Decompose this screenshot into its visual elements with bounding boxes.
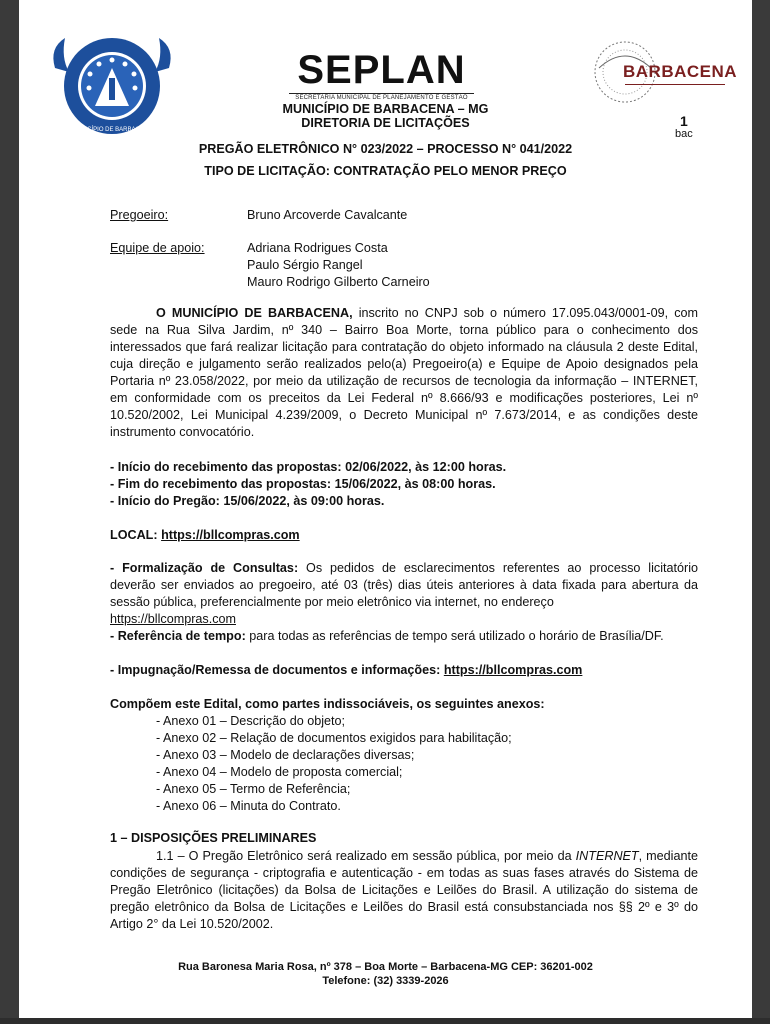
- section1-italic: INTERNET: [575, 849, 639, 863]
- date-line: - Fim do recebimento das propostas: 15/06/2022, às 08:00 horas.: [110, 477, 496, 491]
- section1-start: 1.1 – O Pregão Eletrônico será realizado em sessão pública, por meio da: [156, 849, 576, 863]
- section1-paragraph: [110, 848, 698, 933]
- document-page: [19, 0, 752, 1018]
- referencia-text: para todas as referências de tempo será utilizado o horário de Brasília/DF.: [245, 629, 664, 643]
- title-line-2: TIPO DE LICITAÇÃO: CONTRATAÇÃO PELO MENOR PREÇO: [204, 164, 567, 178]
- seal-ring-text: MUNICÍPIO DE BARBACENA: [71, 127, 153, 133]
- impugnacao-label: - Impugnação/Remessa de documentos e informações:: [110, 663, 444, 677]
- seplan-subtitle: SECRETARIA MUNICIPAL DE PLANEJAMENTO E GESTÃO: [289, 93, 474, 101]
- title-line-1: PREGÃO ELETRÔNICO N° 023/2022 – PROCESSO N° 041/2022: [198, 142, 573, 156]
- dates-block: [110, 459, 710, 510]
- section1-end: , mediante condições de segurança - criptografia e autenticação - em todas as suas fases através do Sistema de Pregão Eletrônico (licitações) da Bolsa de Licitações e Leilões do Brasil. A utilização do sistema de pregão eletrônico da Bolsa de Licitações e Leilões do Brasil está consubstanciada nos §§ 2º e 3º do Artigo 2° da Lei 10.520/2002.: [110, 849, 698, 931]
- header-diretoria: DIRETORIA DE LICITAÇÕES: [301, 116, 470, 130]
- seplan-logo: [289, 48, 474, 101]
- page-number: 1: [680, 113, 688, 129]
- anexo-item: - Anexo 03 – Modelo de declarações diversas;: [156, 748, 415, 762]
- barbacena-logo-underline: [625, 84, 725, 85]
- intro-lead: O MUNICÍPIO DE BARBACENA,: [156, 306, 353, 320]
- date-line: - Início do recebimento das propostas: 02/06/2022, às 12:00 horas.: [110, 460, 507, 474]
- intro-text: inscrito no CNPJ sob o número 17.095.043/0001-09, com sede na Rua Silva Jardim, nº 340 – Bairro Boa Morte, torna público para o conhecimento dos interessados que fará realizar licitação para contratação do objeto informado na cláusula 2 deste Edital, cuja direção e julgamento serão realizados pelo(a) Pregoeiro(a) e Equipe de Apoio designados pela Portaria nº 23.058/2022, por meio da utilização de recursos de tecnologia da informação – INTERNET, em conformidade com os preceitos da Lei Federal nº 8.666/93 e modificações posteriores, Lei nº 10.520/2002, Lei Municipal 4.239/2009, o Decreto Municipal nº 7.673/2014, e as condições deste instrumento convocatório.: [110, 306, 698, 439]
- page-tag: bac: [675, 128, 693, 140]
- section1-heading: 1 – DISPOSIÇÕES PRELIMINARES: [110, 831, 317, 845]
- barbacena-logo: [589, 38, 739, 108]
- anexo-item: - Anexo 01 – Descrição do objeto;: [156, 714, 346, 728]
- anexo-item: - Anexo 02 – Relação de documentos exigidos para habilitação;: [156, 731, 512, 745]
- pregoeiro-name: Bruno Arcoverde Cavalcante: [247, 208, 408, 222]
- formalizacao-text: Os pedidos de esclarecimentos referentes ao processo licitatório deverão ser enviados ao pregoeiro, até 03 (três) dias úteis anteriores à data fixada para abertura da sessão pública, preferencialmente por meio eletrônico via internet, no endereço: [110, 561, 699, 609]
- formalizacao-label: - Formalização de Consultas:: [110, 561, 299, 575]
- equipe-label: Equipe de apoio:: [110, 241, 205, 255]
- anexo-item: - Anexo 05 – Termo de Referência;: [156, 782, 351, 796]
- anexo-item: - Anexo 04 – Modelo de proposta comercial;: [156, 765, 403, 779]
- anexos-block: [110, 696, 710, 815]
- impugnacao-link[interactable]: https://bllcompras.com: [443, 663, 583, 677]
- formalizacao-paragraph: [110, 560, 698, 628]
- staff-block: [110, 207, 710, 291]
- equipe-member: Adriana Rodrigues Costa: [247, 241, 388, 255]
- local-label: LOCAL:: [110, 528, 162, 542]
- local-link[interactable]: https://bllcompras.com: [161, 528, 300, 542]
- impugnacao-line: [110, 662, 582, 679]
- anexos-heading: Compõem este Edital, como partes indissociáveis, os seguintes anexos:: [110, 697, 545, 711]
- header-municipio: MUNICÍPIO DE BARBACENA – MG: [282, 102, 489, 116]
- seplan-title: SEPLAN: [297, 48, 466, 92]
- local-line: [110, 527, 300, 544]
- viewer-bottom-bar: [0, 1018, 770, 1024]
- referencia-paragraph: [110, 628, 698, 645]
- formalizacao-link[interactable]: https://bllcompras.com: [110, 612, 236, 626]
- footer-address: Rua Baronesa Maria Rosa, nº 378 – Boa Morte – Barbacena-MG CEP: 36201-002: [178, 961, 593, 973]
- date-line: - Início do Pregão: 15/06/2022, às 09:00 horas.: [110, 494, 385, 508]
- equipe-member: Mauro Rodrigo Gilberto Carneiro: [247, 275, 430, 289]
- anexo-item: - Anexo 06 – Minuta do Contrato.: [156, 799, 341, 813]
- footer-phone: Telefone: (32) 3339-2026: [322, 975, 449, 987]
- referencia-label: - Referência de tempo:: [110, 629, 246, 643]
- intro-paragraph: [110, 305, 698, 441]
- equipe-member: Paulo Sérgio Rangel: [247, 258, 363, 272]
- pregoeiro-label: Pregoeiro:: [110, 208, 169, 222]
- barbacena-logo-text: BARBACENA: [623, 62, 738, 81]
